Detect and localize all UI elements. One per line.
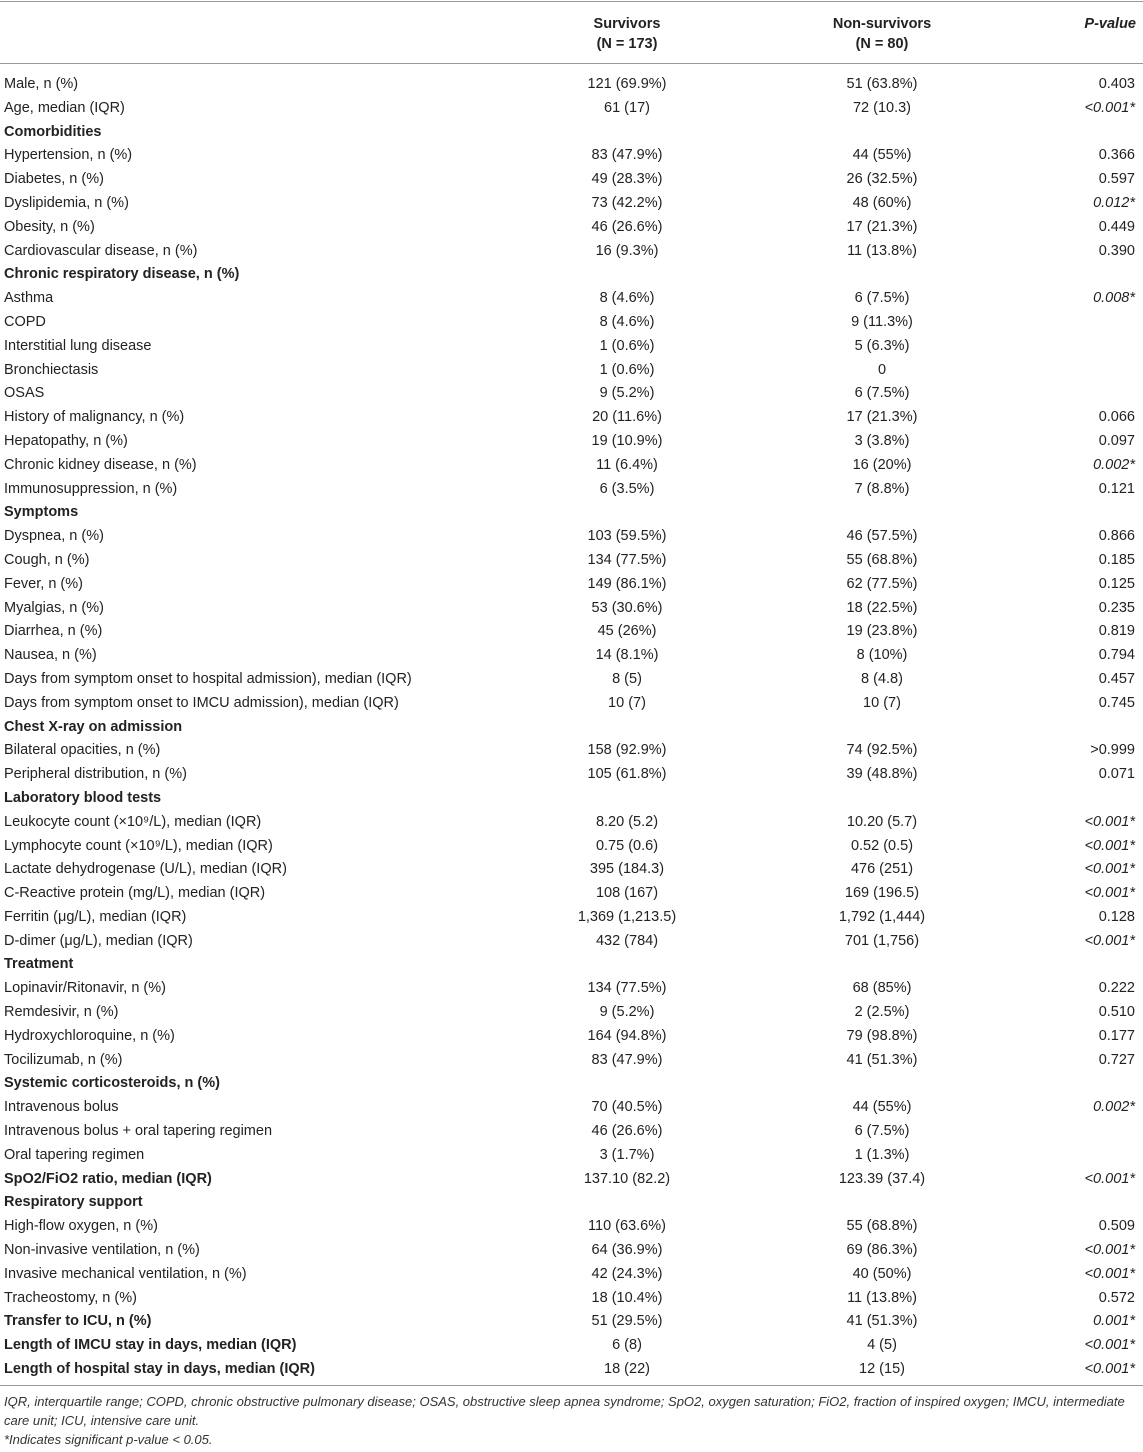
survivors-value: 134 (77.5%): [587, 980, 667, 997]
survivors-value: 83 (47.9%): [591, 1051, 663, 1068]
table-header: [0, 2, 1143, 63]
table-bottom-rule: [0, 1385, 1143, 1386]
survivors-value: 83 (47.9%): [591, 147, 663, 164]
survivors-value: 51 (29.5%): [591, 1313, 663, 1330]
row-label: Bronchiectasis: [4, 361, 99, 378]
p-value: <0.001*: [1084, 1242, 1135, 1259]
table-row: [0, 597, 1143, 621]
survivors-value: 18 (22): [604, 1361, 650, 1378]
row-label: Intravenous bolus: [4, 1099, 119, 1116]
survivors-value: 6 (3.5%): [599, 480, 655, 497]
non-survivors-value: 69 (86.3%): [846, 1242, 918, 1259]
non-survivors-value: 40 (50%): [852, 1265, 912, 1282]
row-label: Invasive mechanical ventilation, n (%): [4, 1265, 247, 1282]
table-row: [0, 882, 1143, 906]
survivors-value: 0.75 (0.6): [595, 837, 659, 854]
survivors-value: 137.10 (82.2): [583, 1170, 671, 1187]
survivors-value: 19 (10.9%): [591, 432, 663, 449]
non-survivors-value: 11 (13.8%): [847, 1289, 917, 1306]
non-survivors-value: 41 (51.3%): [846, 1051, 918, 1068]
row-label: Nausea, n (%): [4, 647, 97, 664]
survivors-value: 110 (63.6%): [588, 1218, 666, 1235]
header-survivors: [480, 14, 774, 54]
row-label: Lactate dehydrogenase (U/L), median (IQR): [4, 861, 287, 878]
row-label: Ferritin (μg/L), median (IQR): [4, 908, 187, 925]
survivors-value: 42 (24.3%): [591, 1265, 663, 1282]
non-survivors-value: 48 (60%): [852, 194, 912, 211]
row-label: Age, median (IQR): [4, 99, 125, 116]
p-value: 0.457: [1098, 670, 1135, 687]
row-label: C-Reactive protein (mg/L), median (IQR): [4, 885, 266, 902]
non-survivors-value: 46 (57.5%): [846, 528, 918, 545]
row-label: Tocilizumab, n (%): [4, 1051, 123, 1068]
non-survivors-value: 44 (55%): [852, 147, 912, 164]
survivors-value: 108 (167): [595, 885, 659, 902]
non-survivors-value: 6 (7.5%): [854, 1123, 910, 1140]
survivors-value: 1,369 (1,213.5): [577, 908, 677, 925]
non-survivors-value: 6 (7.5%): [854, 385, 910, 402]
non-survivors-value: 39 (48.8%): [846, 766, 918, 783]
footnote-significance: *Indicates significant p-value < 0.05.: [4, 1432, 213, 1447]
non-survivors-value: 51 (63.8%): [846, 76, 918, 92]
survivors-value: 64 (36.9%): [591, 1242, 663, 1259]
row-label: Cardiovascular disease, n (%): [4, 242, 198, 259]
table-row: [0, 382, 1143, 406]
non-survivors-value: 8 (4.8): [861, 670, 903, 687]
p-value: 0.128: [1098, 908, 1135, 925]
row-label: Symptoms: [4, 504, 79, 521]
non-survivors-value: 68 (85%): [852, 980, 912, 997]
row-label: Dyslipidemia, n (%): [4, 194, 129, 211]
survivors-value: 10 (7): [608, 694, 646, 711]
row-label: Hydroxychloroquine, n (%): [4, 1027, 175, 1044]
p-value: 0.572: [1098, 1289, 1135, 1306]
p-value: <0.001*: [1084, 932, 1135, 949]
row-label: OSAS: [4, 385, 45, 402]
table-row: [0, 168, 1143, 192]
p-value: <0.001*: [1084, 1265, 1135, 1282]
table-row: [0, 763, 1143, 787]
non-survivors-value: 4 (5): [867, 1337, 897, 1354]
non-survivors-value: 16 (20%): [852, 456, 912, 473]
survivors-value: 149 (86.1%): [587, 575, 667, 592]
table-row: [0, 478, 1143, 502]
row-label: Obesity, n (%): [4, 218, 95, 235]
header-non-survivors-n: (N = 80): [855, 36, 909, 52]
section-row: [0, 953, 1143, 977]
table-row: [0, 287, 1143, 311]
row-label: Chest X-ray on admission: [4, 718, 183, 735]
non-survivors-value: 8 (10%): [856, 647, 908, 664]
row-label: Dyspnea, n (%): [4, 528, 104, 545]
table-row: [0, 359, 1143, 383]
p-value: 0.794: [1098, 647, 1135, 664]
p-value: 0.866: [1098, 528, 1135, 545]
row-label: Leukocyte count (×10⁹/L), median (IQR): [4, 813, 262, 830]
p-value: >0.999: [1090, 742, 1135, 759]
p-value: 0.510: [1098, 1004, 1135, 1021]
table-row: [0, 835, 1143, 859]
survivors-value: 1 (0.6%): [599, 337, 655, 354]
non-survivors-value: 0: [877, 361, 887, 378]
section-row: [0, 1358, 1143, 1382]
non-survivors-value: 5 (6.3%): [854, 337, 910, 354]
row-label: Respiratory support: [4, 1194, 143, 1211]
table-row: [0, 1239, 1143, 1263]
p-value: 0.727: [1098, 1051, 1135, 1068]
table-row: [0, 311, 1143, 335]
row-label: Hepatopathy, n (%): [4, 432, 128, 449]
non-survivors-value: 3 (3.8%): [854, 432, 910, 449]
survivors-value: 8 (4.6%): [599, 313, 655, 330]
section-row: [0, 263, 1143, 287]
non-survivors-value: 12 (15): [859, 1361, 905, 1378]
p-value: <0.001*: [1084, 813, 1135, 830]
table-row: [0, 573, 1143, 597]
non-survivors-value: 0.52 (0.5): [850, 837, 914, 854]
survivors-value: 1 (0.6%): [599, 361, 655, 378]
table-row: [0, 739, 1143, 763]
row-label: Diabetes, n (%): [4, 171, 104, 188]
table-row: [0, 240, 1143, 264]
table-row: [0, 811, 1143, 835]
header-survivors-n: (N = 173): [596, 36, 658, 52]
row-label: Interstitial lung disease: [4, 337, 152, 354]
survivors-value: 46 (26.6%): [591, 1123, 663, 1140]
row-label: Asthma: [4, 290, 54, 307]
p-value: <0.001*: [1084, 885, 1135, 902]
table-row: [0, 335, 1143, 359]
table-row: [0, 525, 1143, 549]
p-value: <0.001*: [1084, 1337, 1135, 1354]
survivors-value: 73 (42.2%): [591, 194, 663, 211]
section-row: [0, 1310, 1143, 1334]
p-value: <0.001*: [1084, 861, 1135, 878]
header-non-survivors: [735, 14, 1029, 54]
survivors-value: 46 (26.6%): [591, 218, 663, 235]
non-survivors-value: 26 (32.5%): [846, 171, 918, 188]
table-row: [0, 1049, 1143, 1073]
p-value: 0.449: [1098, 218, 1135, 235]
survivors-value: 9 (5.2%): [599, 1004, 655, 1021]
row-label: Peripheral distribution, n (%): [4, 766, 187, 783]
p-value: 0.008*: [1093, 290, 1135, 307]
table-row: [0, 430, 1143, 454]
row-label: Cough, n (%): [4, 551, 90, 568]
row-label: Bilateral opacities, n (%): [4, 742, 161, 759]
header-p-value: [1030, 14, 1136, 34]
p-value: 0.597: [1098, 171, 1135, 188]
table-row: [0, 930, 1143, 954]
p-value: 0.185: [1098, 551, 1135, 568]
p-value: 0.366: [1098, 147, 1135, 164]
non-survivors-value: 19 (23.8%): [846, 623, 918, 640]
non-survivors-value: 10 (7): [863, 694, 901, 711]
p-value: 0.509: [1098, 1218, 1135, 1235]
survivors-value: 158 (92.9%): [587, 742, 667, 759]
non-survivors-value: 9 (11.3%): [851, 313, 913, 330]
survivors-value: 9 (5.2%): [599, 385, 655, 402]
table-row: [0, 1263, 1143, 1287]
survivors-value: 8.20 (5.2): [595, 813, 659, 830]
survivors-value: 8 (5): [612, 670, 642, 687]
table-row: [0, 192, 1143, 216]
non-survivors-value: 2 (2.5%): [854, 1004, 910, 1021]
non-survivors-value: 6 (7.5%): [854, 290, 910, 307]
row-label: Length of IMCU stay in days, median (IQR): [4, 1337, 297, 1354]
row-label: Comorbidities: [4, 123, 102, 140]
table-row: [0, 1287, 1143, 1311]
survivors-value: 134 (77.5%): [587, 551, 667, 568]
table-row: [0, 216, 1143, 240]
non-survivors-value: 72 (10.3): [852, 99, 912, 116]
p-value: 0.819: [1098, 623, 1135, 640]
table-header-rule: [0, 63, 1143, 64]
non-survivors-value: 17 (21.3%): [846, 409, 918, 426]
non-survivors-value: 79 (98.8%): [846, 1027, 918, 1044]
row-label: Transfer to ICU, n (%): [4, 1313, 152, 1330]
row-label: Lymphocyte count (×10⁹/L), median (IQR): [4, 837, 273, 854]
table-row: [0, 1025, 1143, 1049]
row-label: D-dimer (μg/L), median (IQR): [4, 932, 193, 949]
non-survivors-value: 7 (8.8%): [854, 480, 910, 497]
table-row: [0, 668, 1143, 692]
row-label: History of malignancy, n (%): [4, 409, 185, 426]
row-label: Days from symptom onset to IMCU admission), median (IQR): [4, 694, 399, 711]
p-value: 0.066: [1098, 409, 1135, 426]
p-value: 0.403: [1098, 76, 1135, 92]
table-row: [0, 144, 1143, 168]
section-row: [0, 1334, 1143, 1358]
p-value: <0.001*: [1084, 1361, 1135, 1378]
header-survivors-name: Survivors: [593, 16, 661, 32]
row-label: COPD: [4, 313, 46, 330]
survivors-value: 16 (9.3%): [595, 242, 659, 259]
survivors-value: 45 (26%): [597, 623, 657, 640]
p-value: 0.390: [1098, 242, 1135, 259]
row-label: Chronic kidney disease, n (%): [4, 456, 197, 473]
survivors-value: 14 (8.1%): [595, 647, 659, 664]
row-label: Fever, n (%): [4, 575, 83, 592]
row-label: Myalgias, n (%): [4, 599, 104, 616]
row-label: High-flow oxygen, n (%): [4, 1218, 158, 1235]
non-survivors-value: 701 (1,756): [844, 932, 920, 949]
survivors-value: 121 (69.9%): [587, 76, 667, 92]
non-survivors-value: 74 (92.5%): [846, 742, 918, 759]
row-label: Laboratory blood tests: [4, 789, 162, 806]
table-row: [0, 97, 1143, 121]
p-value: 0.002*: [1093, 1099, 1135, 1116]
table-row: [0, 1215, 1143, 1239]
p-value: 0.235: [1098, 599, 1135, 616]
row-label: Treatment: [4, 956, 74, 973]
row-label: Male, n (%): [4, 76, 79, 92]
footnote-abbreviations: IQR, interquartile range; COPD, chronic obstructive pulmonary disease; OSAS, obstructive sleep apnea syndrome; SpO2, oxygen saturation; FiO2, fraction of inspired oxygen; IMCU, intermediate care unit; ICU, intensive care unit.: [4, 1394, 1125, 1428]
section-row: [0, 787, 1143, 811]
section-row: [0, 1191, 1143, 1215]
table-row: [0, 692, 1143, 716]
non-survivors-value: 123.39 (37.4): [838, 1170, 926, 1187]
row-label: Immunosuppression, n (%): [4, 480, 178, 497]
p-value: 0.121: [1098, 480, 1135, 497]
non-survivors-value: 17 (21.3%): [846, 218, 918, 235]
survivors-value: 61 (17): [604, 99, 650, 116]
row-label: Hypertension, n (%): [4, 147, 133, 164]
table-row: [0, 977, 1143, 1001]
p-value: <0.001*: [1084, 837, 1135, 854]
table-row: [0, 549, 1143, 573]
non-survivors-value: 11 (13.8%): [847, 242, 917, 259]
p-value: 0.177: [1098, 1027, 1135, 1044]
table-row: [0, 454, 1143, 478]
non-survivors-value: 1,792 (1,444): [838, 908, 926, 925]
survivors-value: 3 (1.7%): [599, 1146, 655, 1163]
p-value: 0.012*: [1093, 194, 1135, 211]
non-survivors-value: 44 (55%): [852, 1099, 912, 1116]
survivors-value: 6 (8): [612, 1337, 642, 1354]
non-survivors-value: 41 (51.3%): [846, 1313, 918, 1330]
p-value: 0.125: [1098, 575, 1135, 592]
survivors-value: 105 (61.8%): [587, 766, 667, 783]
non-survivors-value: 1 (1.3%): [854, 1146, 910, 1163]
table-row: [0, 73, 1143, 97]
survivors-value: 11 (6.4%): [596, 456, 658, 473]
row-label: Systemic corticosteroids, n (%): [4, 1075, 220, 1092]
table-row: [0, 1096, 1143, 1120]
survivors-value: 70 (40.5%): [591, 1099, 663, 1116]
survivors-value: 18 (10.4%): [591, 1289, 663, 1306]
table-row: [0, 858, 1143, 882]
non-survivors-value: 18 (22.5%): [846, 599, 918, 616]
section-row: [0, 1072, 1143, 1096]
p-value: 0.002*: [1093, 456, 1135, 473]
row-label: Oral tapering regimen: [4, 1146, 145, 1163]
row-label: Days from symptom onset to hospital admission), median (IQR): [4, 670, 412, 687]
survivors-value: 53 (30.6%): [591, 599, 663, 616]
survivors-value: 432 (784): [595, 932, 659, 949]
row-label: Length of hospital stay in days, median (IQR): [4, 1361, 315, 1378]
survivors-value: 164 (94.8%): [587, 1027, 667, 1044]
row-label: Chronic respiratory disease, n (%): [4, 266, 240, 283]
table-footnote: [4, 1392, 1134, 1449]
non-survivors-value: 169 (196.5): [844, 885, 920, 902]
section-row: [0, 716, 1143, 740]
p-value: 0.097: [1098, 432, 1135, 449]
row-label: Tracheostomy, n (%): [4, 1289, 137, 1306]
survivors-value: 395 (184.3): [589, 861, 665, 878]
survivors-value: 20 (11.6%): [592, 409, 662, 426]
p-value: 0.222: [1098, 980, 1135, 997]
table-row: [0, 1120, 1143, 1144]
p-value: 0.071: [1098, 766, 1135, 783]
row-label: SpO2/FiO2 ratio, median (IQR): [4, 1170, 212, 1187]
non-survivors-value: 55 (68.8%): [846, 1218, 918, 1235]
row-label: Lopinavir/Ritonavir, n (%): [4, 980, 166, 997]
section-row: [0, 121, 1143, 145]
section-row: [0, 501, 1143, 525]
table-row: [0, 906, 1143, 930]
header-p-value-label: P-value: [1084, 16, 1136, 32]
row-label: Intravenous bolus + oral tapering regimen: [4, 1123, 273, 1140]
non-survivors-value: 55 (68.8%): [846, 551, 918, 568]
non-survivors-value: 476 (251): [850, 861, 914, 878]
non-survivors-value: 10.20 (5.7): [846, 813, 918, 830]
survivors-value: 8 (4.6%): [599, 290, 655, 307]
table-row: [0, 644, 1143, 668]
non-survivors-value: 62 (77.5%): [846, 575, 918, 592]
table-row: [0, 406, 1143, 430]
table-row: [0, 620, 1143, 644]
table-body: [0, 73, 1143, 1382]
p-value: 0.001*: [1093, 1313, 1135, 1330]
survivors-value: 49 (28.3%): [591, 171, 663, 188]
table-row: [0, 1001, 1143, 1025]
row-label: Non-invasive ventilation, n (%): [4, 1242, 200, 1259]
p-value: <0.001*: [1084, 99, 1135, 116]
section-row: [0, 1168, 1143, 1192]
row-label: Diarrhea, n (%): [4, 623, 103, 640]
table-row: [0, 1144, 1143, 1168]
p-value: <0.001*: [1084, 1170, 1135, 1187]
survivors-value: 103 (59.5%): [587, 528, 667, 545]
header-non-survivors-name: Non-survivors: [832, 16, 932, 32]
p-value: 0.745: [1098, 694, 1135, 711]
row-label: Remdesivir, n (%): [4, 1004, 119, 1021]
